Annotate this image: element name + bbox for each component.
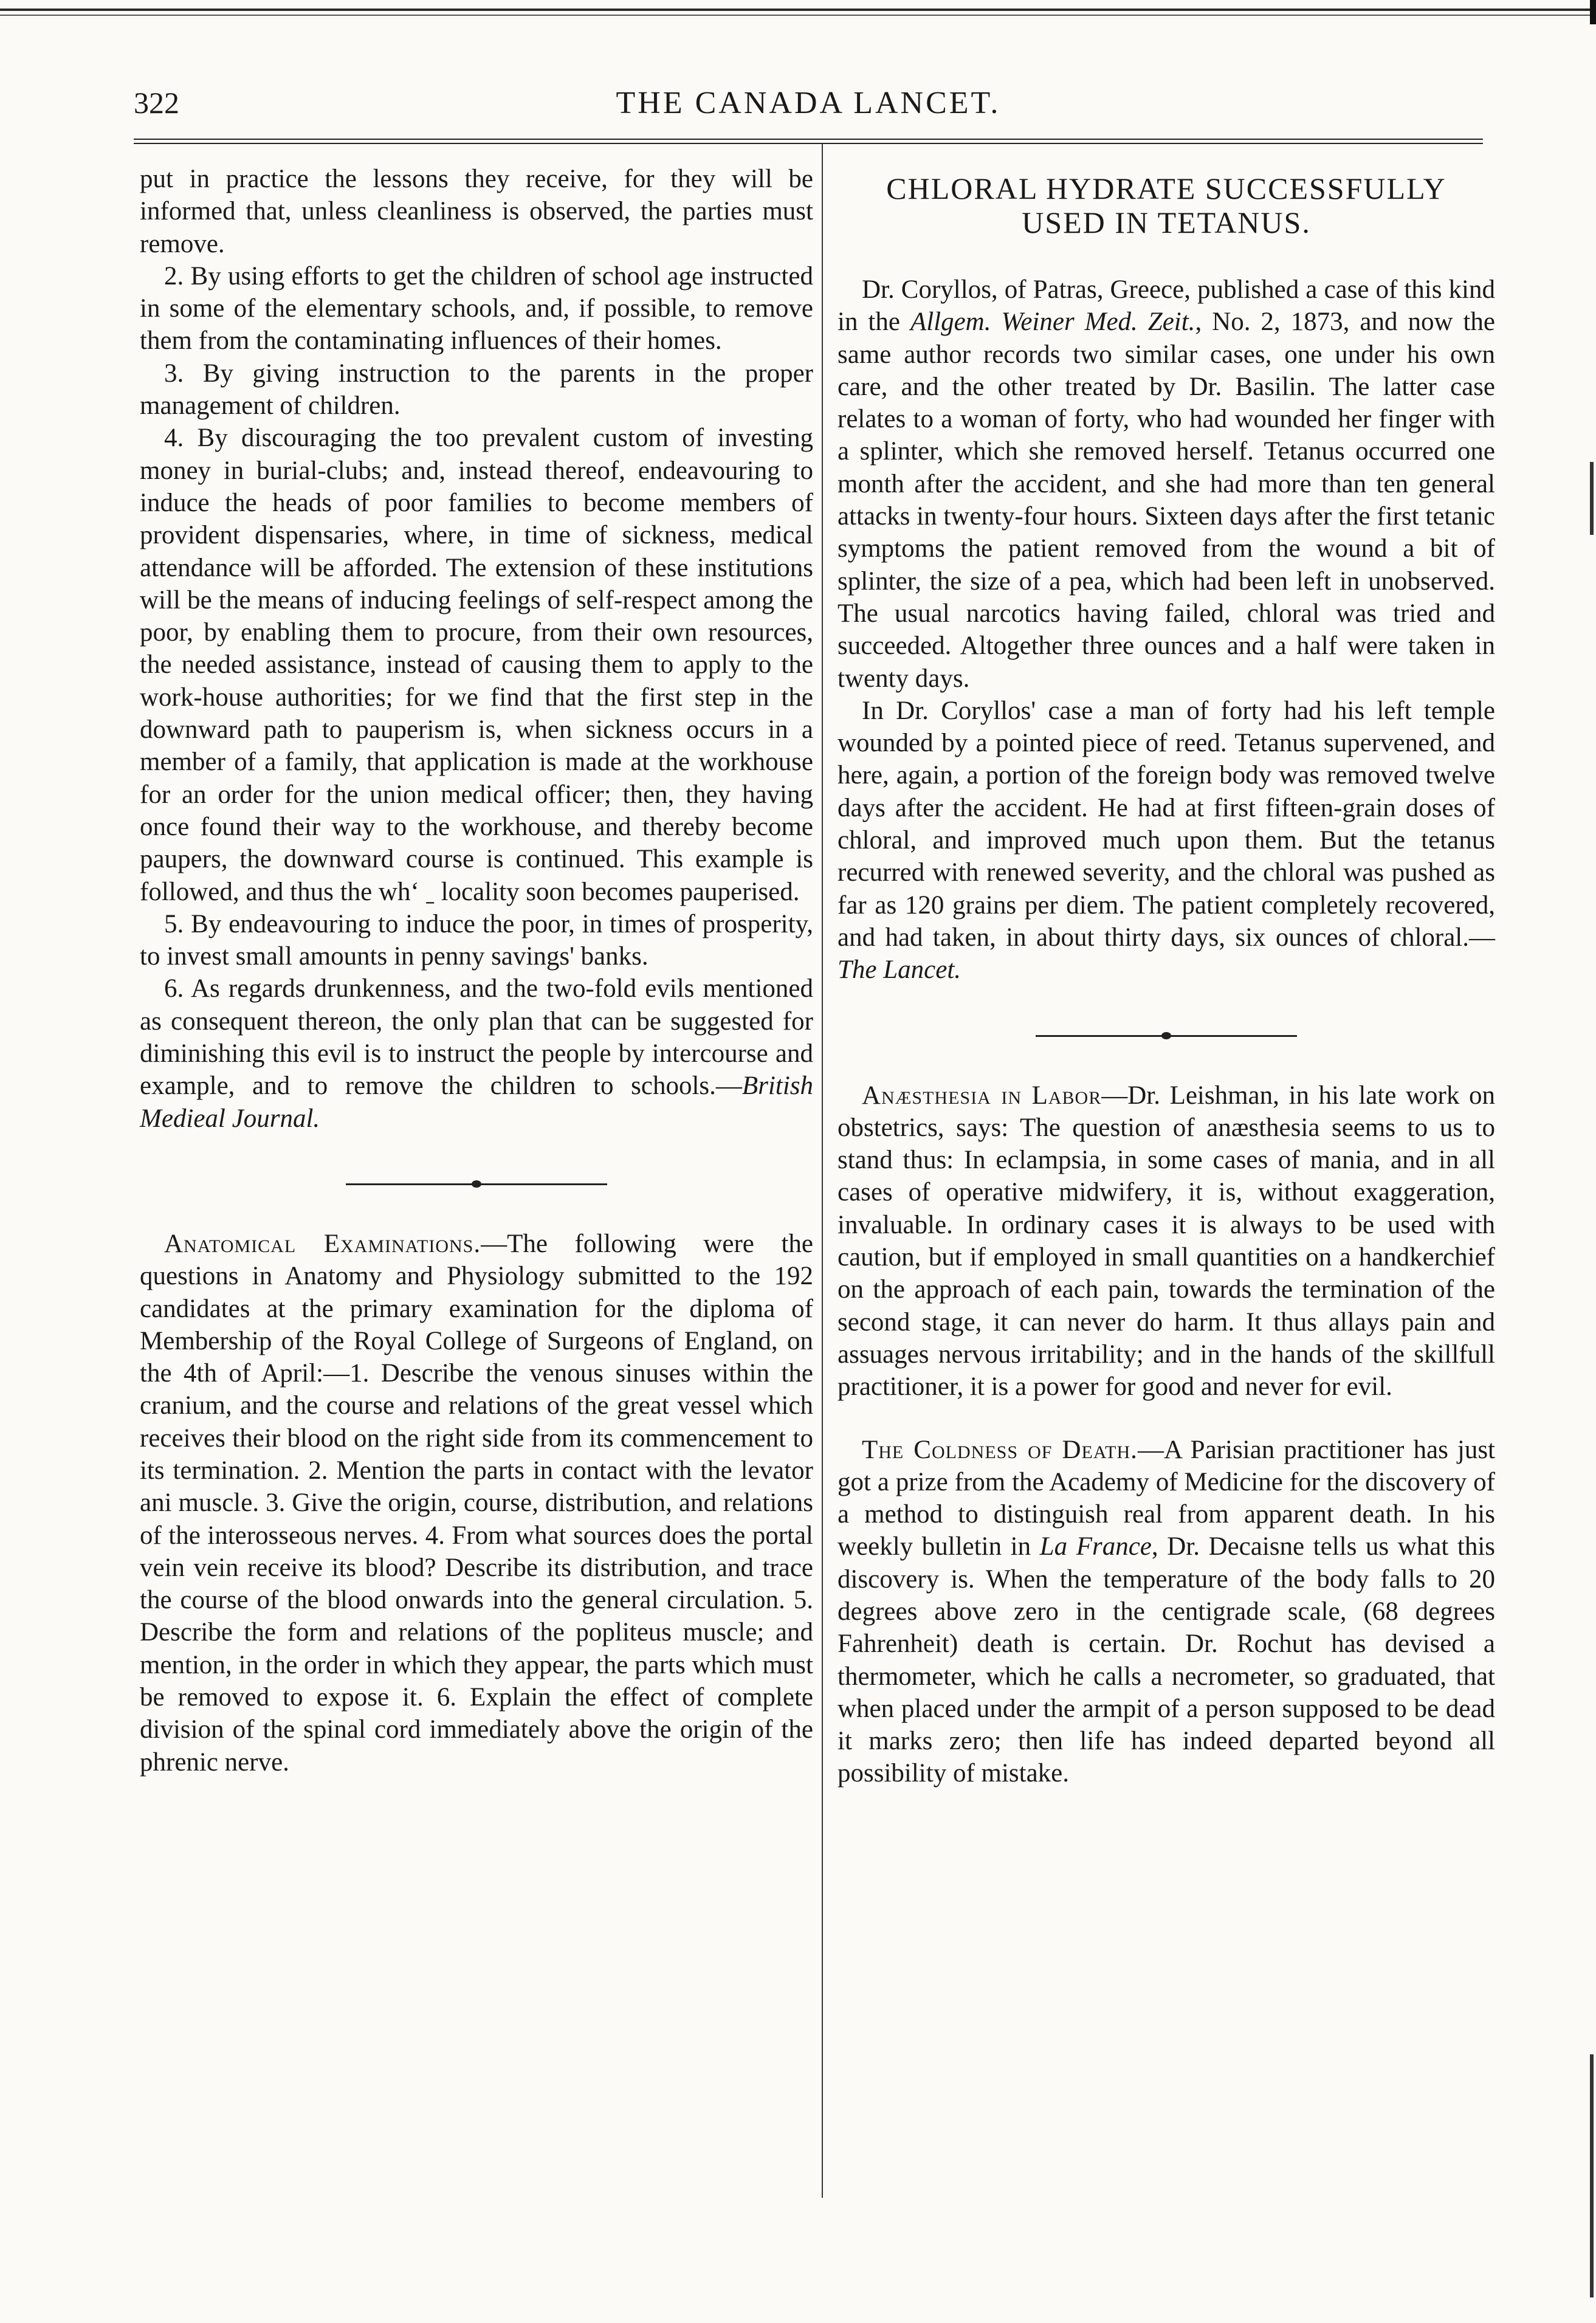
list-item-3: 3. By giving instruction to the parents in the proper management of children. [140, 359, 813, 421]
article-body: —The following were the questions in Anatomy and Physiology submitted to the 192 candidates at the primary examination for the diploma of Membership of the Royal College of Surgeons of England, on the 4th of April:—1. Describe the venous sinuses within the cranium, and the course and relations of the great vessel which receives their blood on the right side from its commencement to its termination. 2. Mention the parts in contact with the levator ani muscle. 3. Give the origin, course, distribution, and relations of the interosseous nerves. 4. From what sources does the portal vein vein receive its blood? Describe its distribution, and trace the course of the blood onwards into the general circulation. 5. Describe the form and relations of the popliteus muscle; and mention, in the order in which they appear, the parts which must be removed to expose it. 6. Explain the effect of complete division of the spinal cord immediately above the origin of the phrenic nerve. [140, 1229, 813, 1777]
spacer [838, 1403, 1495, 1434]
paragraph-text: Dr. Coryllos, of Patras, Greece, published a case of this kind in the [838, 275, 1495, 337]
section-separator [346, 1183, 607, 1185]
article-heading: The Coldness of Death. [862, 1435, 1138, 1464]
section-separator [1036, 1035, 1297, 1037]
title-line-2: USED IN TETANUS. [1022, 205, 1311, 239]
anatomical-examinations-article [140, 1228, 813, 1778]
running-title: THE CANADA LANCET. [616, 86, 1001, 120]
source-citation: The Lancet. [838, 955, 961, 985]
page-edge-mark [1590, 462, 1594, 535]
article-body: , Dr. Decaisne tells us what this discovery is. When the temperature of the body falls to 20 degrees above zero in the centigrade scale, (68 degrees Fahrenheit) death is certain. Dr. Rochut has devised a thermometer, which he calls a necrometer, so graduated, that when placed under the armpit of a person supposed to be dead it marks zero; then life has indeed departed beyond all possibility of mistake. [838, 1532, 1496, 1788]
article-heading: Anæsthesia in Labor [862, 1081, 1102, 1110]
list-item-6 [140, 972, 813, 1134]
title-line-1: CHLORAL HYDRATE SUCCESSFULLY [886, 171, 1446, 205]
journal-name: Allgem. Weiner Med. Zeit. [910, 308, 1195, 337]
source-citation: British Medieal Journal. [140, 1072, 813, 1133]
journal-name: La France [1039, 1532, 1152, 1561]
page-number: 322 [134, 86, 179, 120]
chloral-paragraph-2 [838, 695, 1495, 986]
list-item-2: 2. By using efforts to get the children of school age instructed in some of the elementary schools, and, if possible, to remove them from the contaminating influences of their homes. [140, 261, 813, 356]
paragraph-text: , No. 2, 1873, and now the same author records two similar cases, one under his own care, and the other treated by Dr. Basilin. The latter case relates to a woman of forty, who had wounded her finger with a splinter, which she removed herself. Tetanus occurred one month after the accident, and she had more than ten general attacks in twenty-four hours. Sixteen days after the first tetanic symptoms the patient removed from the wound a bit of splinter, the size of a pea, which had been left in unobserved. The usual narcotics having failed, chloral was tried and succeeded. Altogether three ounces and a half were taken in twenty days. [838, 308, 1495, 693]
paragraph-text: In Dr. Coryllos' case a man of forty had his left temple wounded by a pointed piece of reed. Tetanus supervened, and here, again, a portion of the foreign body was removed twelve days after the accident. He had at first fifteen-grain doses of chloral, and improved much upon them. But the tetanus recurred with renewed severity, and the chloral was pushed as far as 120 grains per diem. The patient completely recovered, and had taken, in about thirty days, six ounces of chloral.— [838, 696, 1495, 952]
top-border-rule [0, 9, 1596, 11]
article-heading: Anatomical Examinations. [164, 1229, 481, 1258]
article-body: —Dr. Leishman, in his late work on obstetrics, says: The question of anæsthesia seems to us to stand thus: In eclampsia, in some cases of mania, and in all cases of operative midwifery, it is, without exaggeration, invaluable. In ordinary cases it is always to be used with caution, but if employed in small quantities on a handkerchief on the approach of each pain, towards the termination of the second stage, it can never do harm. It thus allays pain and assuages nervous irritability; and in the hands of the skillfull practitioner, it is a power for good and never for evil. [838, 1081, 1495, 1402]
header-rule [134, 139, 1483, 144]
right-column [838, 164, 1495, 1790]
coldness-of-death-article [838, 1434, 1495, 1790]
page-header [134, 85, 1483, 134]
list-item-6-text: 6. As regards drunkenness, and the two-fold evils mentioned as consequent thereon, the only plan that can be suggested for diminishing this evil is to instruct the people by intercourse and example, and to remove the children to schools.— [140, 974, 813, 1101]
column-divider [822, 143, 823, 2198]
anaesthesia-article [838, 1079, 1495, 1403]
chloral-article-title [838, 171, 1495, 239]
list-item-4: 4. By discouraging the too prevalent custom of investing money in burial-clubs; and, instead thereof, endeavouring to induce the heads of poor families to become members of provident dispensaries, where, in time of sickness, medical attendance will be afforded. The extension of these institutions will be the means of inducing feelings of self-respect among the poor, by enabling them to procure, from their own resources, the needed assistance, instead of causing them to apply to the work-house authorities; for we find that the first step in the downward path to pauperism is, when sickness occurs in a member of a family, that application is made at the workhouse for an order for the union medical officer; then, they having once found their way to the workhouse, and thereby become paupers, the downward course is continued. This example is followed, and thus the wh‘ ˍ locality soon becomes pauperised. [140, 424, 813, 906]
list-item-5: 5. By endeavouring to induce the poor, in times of prosperity, to invest small amounts in penny savings' banks. [140, 909, 813, 971]
intro-paragraph: put in practice the lessons they receive, for they will be informed that, unless cleanliness is observed, the parties must remove. [140, 165, 813, 258]
article-body: —A Parisian practitioner has just got a prize from the Academy of Medicine for the discovery of a method to distinguish real from apparent death. In his weekly bulletin in [838, 1435, 1496, 1561]
left-column [140, 163, 813, 1778]
top-border-rule-thin [0, 15, 1596, 16]
chloral-paragraph-1 [838, 274, 1495, 695]
page-edge-mark [1590, 2054, 1594, 2297]
page-edge-mark [1590, 0, 1596, 24]
